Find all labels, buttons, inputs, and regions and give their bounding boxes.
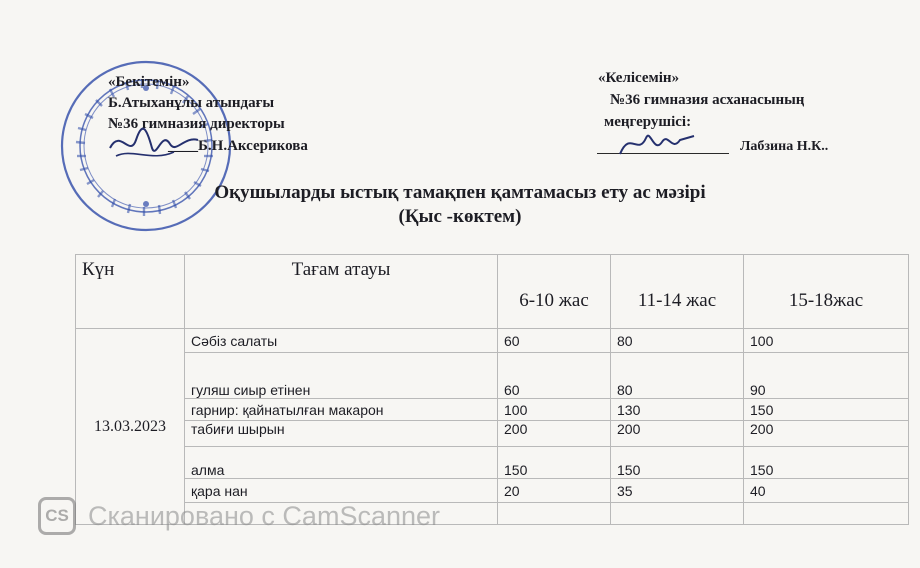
portion-11-14: 130 (611, 399, 744, 421)
director-signature (102, 118, 212, 168)
portion-15-18: 100 (744, 329, 909, 353)
header-age-6-10: 6-10 жас (498, 255, 611, 329)
menu-subtitle: (Қыс -көктем) (398, 206, 522, 227)
portion-15-18: 150 (744, 447, 909, 479)
portion-15-18: 200 (744, 421, 909, 447)
header-day: Күн (76, 255, 185, 329)
portion-15-18: 40 (744, 479, 909, 503)
dish-name: гуляш сиыр етінен (185, 353, 498, 399)
portion-6-10: 100 (498, 399, 611, 421)
empty-cell (498, 503, 611, 525)
dish-name: қара нан (185, 479, 498, 503)
dish-name: Сәбіз салаты (185, 329, 498, 353)
approve-heading: «Бекітемін» (108, 74, 190, 90)
portion-15-18: 90 (744, 353, 909, 399)
watermark-text: Сканировано с CamScanner (88, 500, 441, 531)
dish-name: табиғи шырын (185, 421, 498, 447)
agree-line-1: №36 гимназия асханасының (610, 92, 805, 108)
menu-table (75, 254, 909, 525)
portion-11-14: 200 (611, 421, 744, 447)
dish-name: гарнир: қайнатылған макарон (185, 399, 498, 421)
portion-6-10: 150 (498, 447, 611, 479)
menu-title: Оқушыларды ыстық тамақпен қамтамасыз ету ас мәзірі (214, 182, 706, 203)
portion-6-10: 60 (498, 329, 611, 353)
manager-signature (610, 122, 710, 164)
header-age-15-18: 15-18жас (744, 255, 909, 329)
header-age-11-14: 11-14 жас (611, 255, 744, 329)
camscanner-logo-icon: CS (38, 497, 76, 535)
date-cell: 13.03.2023 (76, 329, 185, 525)
agree-heading: «Келісемін» (598, 70, 680, 86)
empty-cell (611, 503, 744, 525)
camscanner-watermark (38, 496, 440, 536)
portion-6-10: 20 (498, 479, 611, 503)
portion-11-14: 35 (611, 479, 744, 503)
portion-6-10: 200 (498, 421, 611, 447)
portion-11-14: 80 (611, 353, 744, 399)
portion-6-10: 60 (498, 353, 611, 399)
portion-11-14: 80 (611, 329, 744, 353)
manager-name: Лабзина Н.К.. (740, 139, 829, 154)
empty-cell (744, 503, 909, 525)
approve-line-1: Б.Атыханұлы атындағы (108, 95, 275, 111)
approve-line-2: №36 гимназия директоры (108, 116, 285, 132)
portion-15-18: 150 (744, 399, 909, 421)
header-dish: Тағам атауы (185, 255, 498, 329)
agree-line-2: меңгерушісі: (604, 114, 692, 130)
dish-name: алма (185, 447, 498, 479)
approve-line-3: ____Б.Н.Аксерикова (168, 138, 308, 154)
portion-11-14: 150 (611, 447, 744, 479)
